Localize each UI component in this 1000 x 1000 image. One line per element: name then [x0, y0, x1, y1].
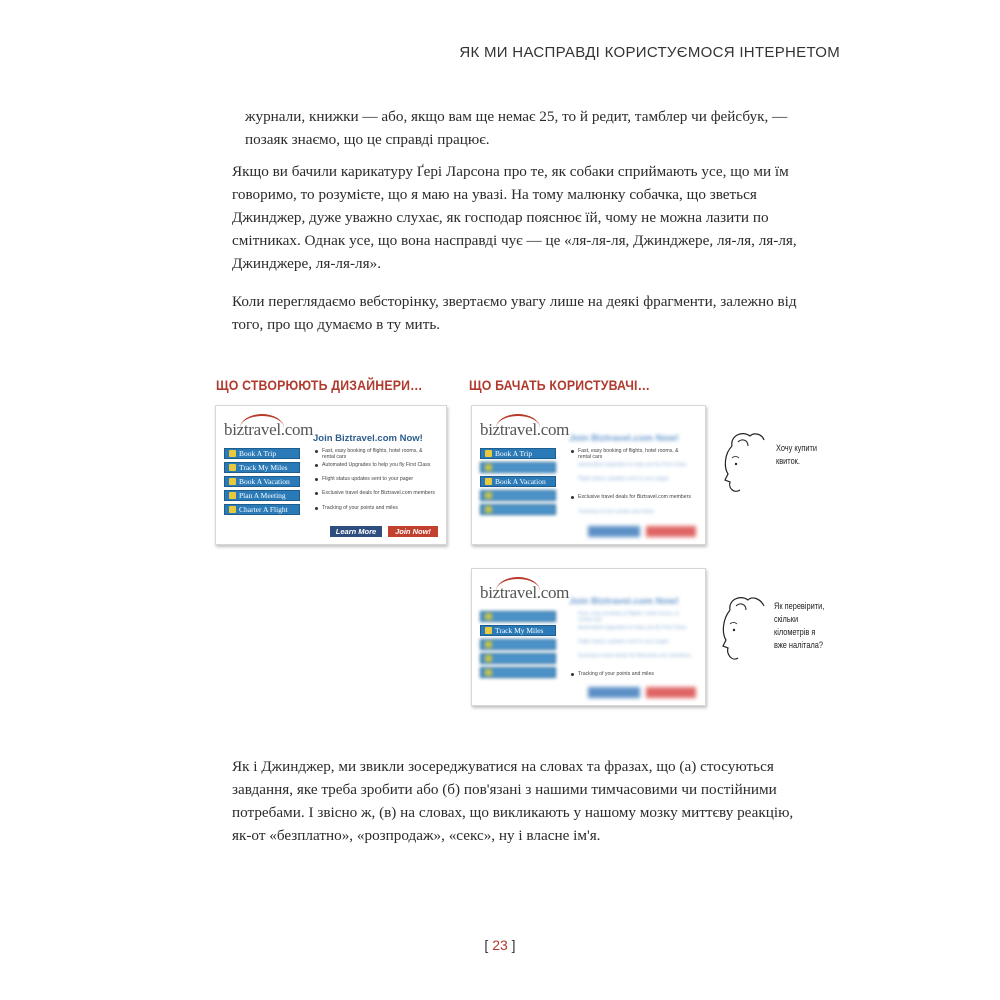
- page-number: [ 23 ]: [484, 937, 516, 953]
- thought-check-miles: [716, 592, 846, 672]
- learn-more-button-blurred: [588, 687, 640, 698]
- nav-book-vacation-blurred: [480, 639, 556, 650]
- nav-track-miles: Track My Miles: [480, 625, 556, 636]
- promo-bullet-blurred: Flight status updates sent to your pager: [578, 639, 670, 645]
- nav-book-trip-blurred: [480, 611, 556, 622]
- thought-text: Хочу купити квиток.: [776, 443, 817, 466]
- promo-title-blurred: Join Biztravel.com Now!: [569, 596, 679, 607]
- promo-bullet: Automated Upgrades to help you fly First Class: [315, 462, 435, 468]
- promo-bullet: Exclusive travel deals for Biztravel.com members: [571, 494, 691, 500]
- promo-bullet-blurred: Automated Upgrades to help you fly First Class: [578, 625, 687, 631]
- thought-text: Як перевірити, скільки кілометрів я вже налітала?: [774, 601, 825, 650]
- biztravel-logo: biztravel.com: [480, 577, 575, 603]
- promo-bullet-blurred: Fast, easy booking of flights, hotel rooms, & rental cars: [578, 611, 679, 623]
- promo-bullet: Tracking of your points and miles: [315, 505, 435, 511]
- paragraph-larson: Якщо ви бачили карикатуру Ґері Ларсона про те, як собаки сприймають усе, що ми їм говоримо, то розумієте, що я маю на увазі. На тому малюнку собачка, що зветься Джинджер, дуже уважно слухає, як господар пояснює їй, чому не можна лазити по смітниках. Однак усе, що вона насправді чує — це «ля-ля-ля, Джинджере, ля-ля, ля-ля, Джинджере, ля-ля-ля».: [232, 163, 797, 272]
- nav-plan-meeting: Plan A Meeting: [224, 490, 300, 501]
- nav-charter-flight-blurred: [480, 667, 556, 678]
- learn-more-button: Learn More: [330, 526, 382, 537]
- miles-icon: [229, 464, 236, 471]
- promo-title: Join Biztravel.com Now!: [313, 433, 423, 444]
- meeting-icon: [229, 492, 236, 499]
- biztravel-logo: biztravel.com: [480, 414, 575, 440]
- paragraph-webpage: Коли переглядаємо вебсторінку, звертаємо увагу лише на деякі фрагменти, залежно від того, про що думаємо в ту мить.: [232, 293, 797, 333]
- promo-bullet: Tracking of your points and miles: [571, 671, 691, 677]
- nav-book-vacation: Book A Vacation: [224, 476, 300, 487]
- promo-bullet-blurred: Exclusive travel deals for Biztravel.com members: [578, 653, 692, 659]
- user-view-buy-ticket-screenshot: [471, 405, 706, 545]
- vacation-icon: [485, 478, 492, 485]
- nav-book-vacation: Book A Vacation: [480, 476, 556, 487]
- promo-bullet: Fast, easy booking of flights, hotel rooms, & rental cars: [315, 448, 435, 460]
- plane-icon: [229, 450, 236, 457]
- promo-bullet-blurred: Automated Upgrades to help you fly First Class: [578, 462, 687, 468]
- vacation-icon: [229, 478, 236, 485]
- thought-buy-ticket: [718, 428, 828, 503]
- nav-plan-meeting-blurred: [480, 490, 556, 501]
- miles-icon: [485, 627, 492, 634]
- figure-label-designers: ЩО СТВОРЮЮТЬ ДИЗАЙНЕРИ…: [216, 377, 423, 393]
- promo-bullet: Exclusive travel deals for Biztravel.com members: [315, 490, 435, 496]
- join-now-button: Join Now!: [388, 526, 438, 537]
- promo-bullet: Flight status updates sent to your pager: [315, 476, 435, 482]
- designer-view-screenshot: [215, 405, 447, 545]
- nav-book-trip: Book A Trip: [480, 448, 556, 459]
- nav-book-trip: Book A Trip: [224, 448, 300, 459]
- head-sketch-icon: [718, 428, 774, 503]
- join-now-button-blurred: [646, 526, 696, 537]
- nav-track-miles-blurred: [480, 462, 556, 473]
- nav-charter-flight-blurred: [480, 504, 556, 515]
- figure-label-users: ЩО БАЧАТЬ КОРИСТУВАЧІ…: [469, 377, 651, 393]
- biztravel-logo: biztravel.com: [224, 414, 319, 440]
- promo-bullet-blurred: Tracking of your points and miles: [578, 509, 654, 515]
- nav-charter-flight: Charter A Flight: [224, 504, 300, 515]
- head-sketch-icon: [716, 592, 772, 672]
- learn-more-button-blurred: [588, 526, 640, 537]
- nav-track-miles: Track My Miles: [224, 462, 300, 473]
- promo-bullet: Fast, easy booking of flights, hotel rooms, & rental cars: [571, 448, 691, 460]
- join-now-button-blurred: [646, 687, 696, 698]
- nav-plan-meeting-blurred: [480, 653, 556, 664]
- promo-bullet-blurred: Flight status updates sent to your pager: [578, 476, 670, 482]
- plane-icon: [485, 450, 492, 457]
- promo-title-blurred: Join Biztravel.com Now!: [569, 433, 679, 444]
- paragraph-continuation: журнали, книжки — або, якщо вам ще немає 25, то й редит, тамблер чи фейсбук, — позаяк знаємо, що це справді працює.: [245, 108, 788, 148]
- user-view-check-miles-screenshot: [471, 568, 706, 706]
- paragraph-ginger-conclusion: Як і Джинджер, ми звикли зосереджуватися на словах та фразах, що (а) стосуються завдання, яке треба зробити або (б) пов'язані з нашими тимчасовими чи постійними потребами. І звісно ж, (в) на словах, що викликають у нашому мозку миттєву реакцію, як-от «безплатно», «розпродаж», «секс», ну і власне ім'я.: [232, 758, 794, 844]
- plane-icon: [229, 506, 236, 513]
- running-title: ЯК МИ НАСПРАВДІ КОРИСТУЄМОСЯ ІНТЕРНЕТОМ: [459, 44, 840, 61]
